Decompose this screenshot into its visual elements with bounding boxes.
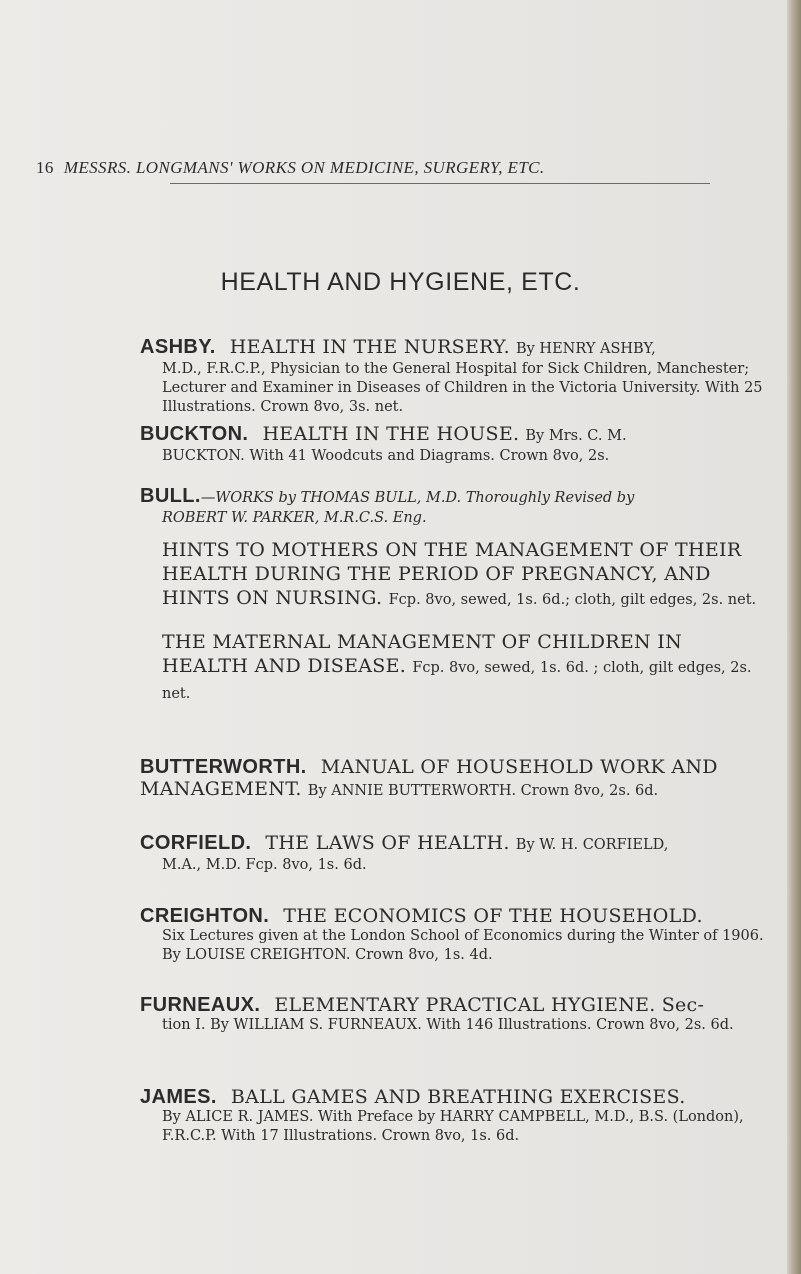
book-title: THE MATERNAL MANAGEMENT OF CHILDREN IN HEALTH AND DISEASE. Fcp. 8vo, sewed, 1s. 6d. ; cloth, gilt edges, 2s. net.: [162, 631, 752, 702]
page-number: 16: [36, 158, 54, 177]
author-name: ASHBY.: [140, 336, 216, 358]
entry-detail: BUCKTON. With 41 Woodcuts and Diagrams. Crown 8vo, 2s.: [162, 448, 610, 464]
author-credit: By W. H. CORFIELD,: [515, 837, 669, 853]
running-head: [36, 158, 756, 178]
entry-corfield: [140, 832, 770, 875]
entry-ashby: [140, 336, 770, 417]
entry-creighton: [140, 905, 770, 965]
page-edge: [787, 0, 801, 1274]
entry-detail: Six Lectures given at the London School of Economics during the Winter of 1906. By LOUISE CREIGHTON. Crown 8vo, 1s. 4d.: [162, 928, 764, 963]
book-title: THE LAWS OF HEALTH.: [265, 832, 510, 854]
book-title: HEALTH IN THE HOUSE.: [262, 423, 520, 445]
entry-detail: Fcp. 8vo, sewed, 1s. 6d. ; cloth, gilt edges, 2s. net.: [162, 660, 752, 702]
running-head-text: MESSRS. LONGMANS' WORKS ON MEDICINE, SURGERY, ETC.: [63, 158, 545, 177]
author-name: BUTTERWORTH.: [140, 756, 307, 778]
entry-buckton: [140, 423, 770, 466]
reviser-line: ROBERT W. PARKER, M.R.C.S. Eng.: [162, 510, 427, 526]
book-title: HEALTH IN THE NURSERY.: [229, 336, 510, 358]
entry-james: [140, 1086, 770, 1146]
author-credit: By HENRY ASHBY,: [515, 341, 656, 357]
book-title: BALL GAMES AND BREATHING EXERCISES.: [230, 1086, 686, 1108]
entry-detail: tion I. By WILLIAM S. FURNEAUX. With 146 Illustrations. Crown 8vo, 2s. 6d.: [162, 1017, 734, 1033]
book-title: HINTS TO MOTHERS ON THE MANAGEMENT OF THEIR HEALTH DURING THE PERIOD OF PREGNANCY, AND HINTS ON NURSING. Fcp. 8vo, sewed, 1s. 6d.; cloth, gilt edges, 2s. net.: [162, 539, 757, 609]
section-title: HEALTH AND HYGIENE, ETC.: [220, 268, 581, 296]
entry-butterworth: [140, 756, 770, 802]
author-name: FURNEAUX.: [140, 994, 261, 1016]
author-credit: By Mrs. C. M.: [525, 428, 627, 444]
section-note: Sec-: [661, 994, 705, 1016]
author-name: CORFIELD.: [140, 832, 252, 854]
entry-detail: M.D., F.R.C.P., Physician to the General Hospital for Sick Children, Manchester; Lecturer and Examiner in Diseases of Children in the Victoria University. With 25 Illustrations. Crown 8vo, 3s. net.: [162, 361, 763, 415]
book-title: ELEMENTARY PRACTICAL HYGIENE.: [274, 994, 656, 1016]
entry-detail: M.A., M.D. Fcp. 8vo, 1s. 6d.: [162, 857, 367, 873]
entry-detail: Fcp. 8vo, sewed, 1s. 6d.; cloth, gilt edges, 2s. net.: [388, 592, 757, 608]
author-name: BUCKTON.: [140, 423, 249, 445]
entry-detail: By ANNIE BUTTERWORTH. Crown 8vo, 2s. 6d.: [307, 783, 659, 799]
entry-bull: [140, 485, 770, 706]
entry-detail: By ALICE R. JAMES. With Preface by HARRY CAMPBELL, M.D., B.S. (London), F.R.C.P. With 17 Illustrations. Crown 8vo, 1s. 6d.: [162, 1109, 744, 1144]
author-name: BULL.: [140, 485, 201, 507]
entry-furneaux: [140, 994, 770, 1035]
book-title: THE ECONOMICS OF THE HOUSEHOLD.: [283, 905, 703, 927]
book-title: MANUAL OF HOUSEHOLD WORK AND MANAGEMENT.: [140, 756, 718, 800]
works-heading: —WORKS by THOMAS BULL, M.D. Thoroughly Revised by: [200, 490, 635, 506]
author-name: JAMES.: [140, 1086, 217, 1108]
author-name: CREIGHTON.: [140, 905, 270, 927]
header-rule: [170, 183, 710, 184]
